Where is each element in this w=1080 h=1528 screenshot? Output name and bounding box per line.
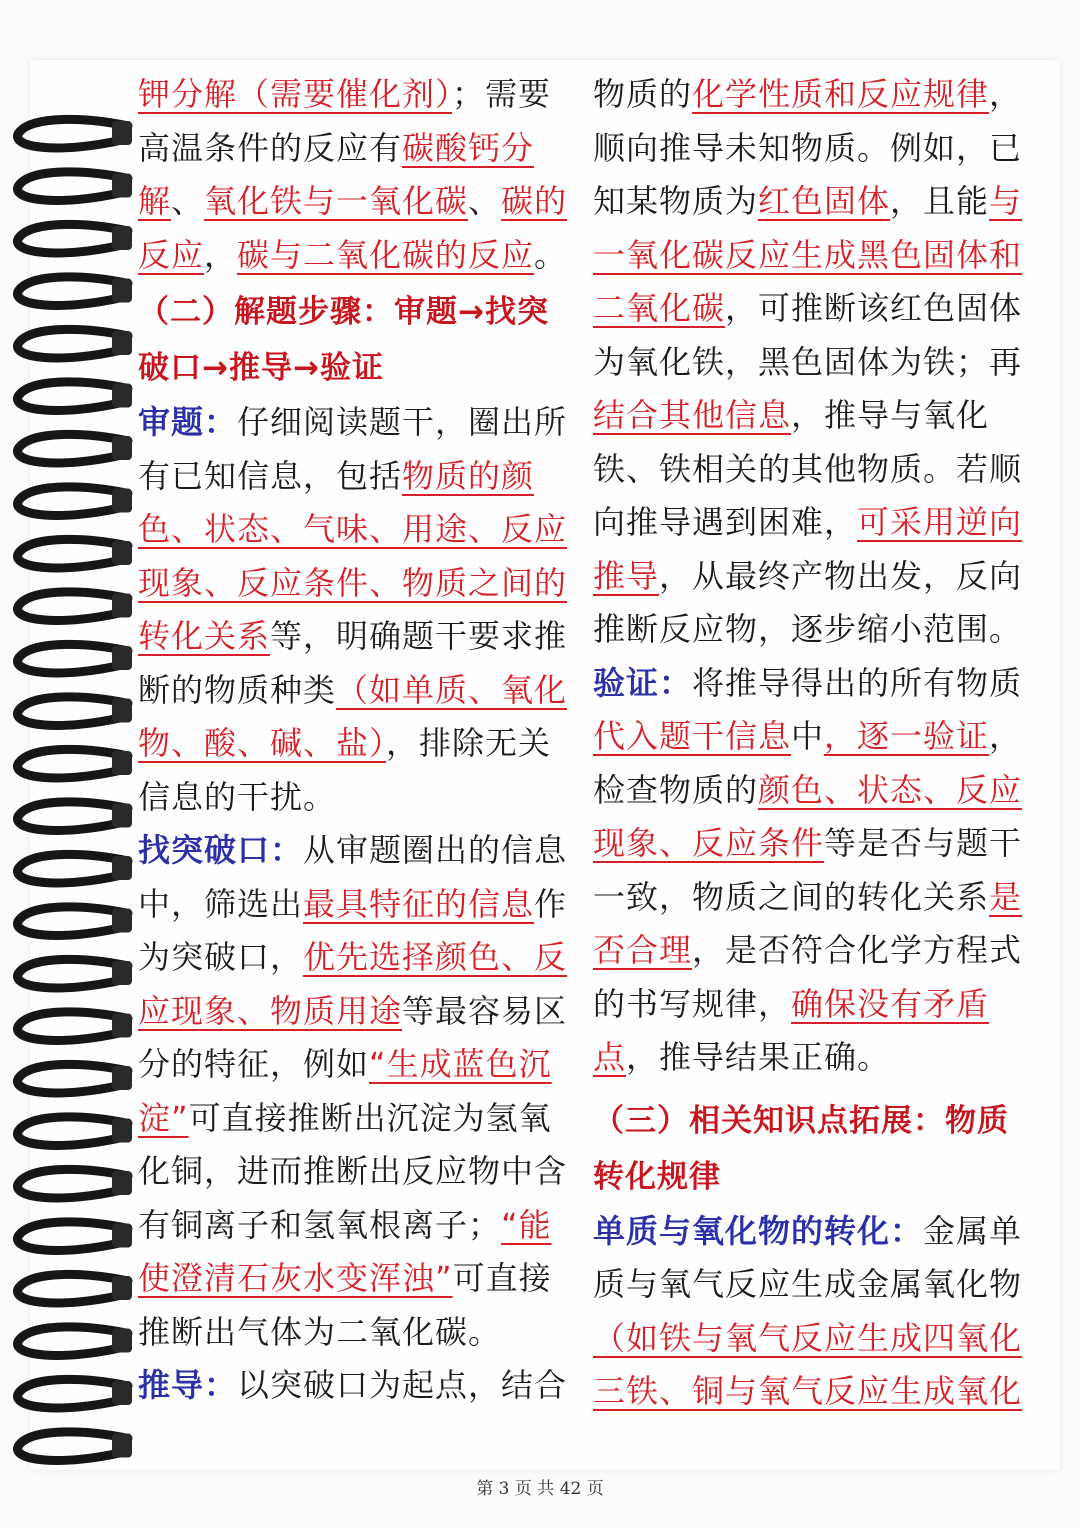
body-text: 、 [468,182,502,220]
paragraph-shenti [138,396,578,824]
body-text: 等最容易区分的特征，例如 [138,991,568,1083]
highlighted-text: 代入题干信息 [593,717,792,755]
highlighted-text: 是否合理 [593,877,1023,969]
body-text: 可直接推断出气体为二氧化碳。 [138,1259,552,1351]
paragraph-tupokou [138,824,578,1359]
body-text: 物质的 [593,75,693,113]
highlighted-text: 优先选择颜色、反应现象、物质用途 [138,938,568,1030]
highlighted-text: 结合其他信息 [593,396,792,434]
body-text: 仔细阅读题干，圈出所有已知信息，包括 [138,403,568,495]
body-text: 等是否与题干一致，物质之间的转化关系 [593,824,1023,916]
label-tupokou: 找突破口： [138,831,304,869]
highlighted-text: 可采用逆向推导 [593,503,1023,595]
body-text: 等，明确题干要求推断的物质种类 [138,617,568,709]
paragraph-reaction-conditions [138,68,578,282]
body-text: ，排除无关信息的干扰。 [138,724,552,816]
body-text: ，且能 [890,182,990,220]
highlighted-text: ，逐一验证 [824,717,990,755]
body-text: ，推导结果正确。 [626,1038,891,1076]
body-text: 将推导得出的所有物质 [692,663,1023,702]
body-text: ；需要高温条件的反应有 [138,75,552,167]
highlighted-text: 物质的颜色、状态、气味、用途、反应现象、反应条件、物质之间的转化关系 [138,456,568,655]
label-yanzheng: 验证： [593,663,693,702]
spiral-binding-icon [0,80,140,1480]
label-tuidao: 推导： [138,1366,238,1404]
paragraph-tuidao-continued [593,68,1023,657]
heading-solving-steps: （二）解题步骤：审题→找突破口→推导→验证 [138,294,549,386]
left-column [138,68,578,1413]
right-column [593,68,1023,1419]
highlighted-text: （如铁与氧气反应生成四氧化三铁、铜与氧气反应生成氧化 [593,1318,1023,1410]
highlighted-text: 确保没有矛盾点 [593,984,990,1076]
body-text: 作为突破口， [138,884,568,976]
highlighted-text: 碳酸钙分解 [138,128,535,220]
highlighted-text: 颜色、状态、反应现象、反应条件 [593,770,1023,862]
body-text: ，推导与氧化铁、铁相关的其他物质。若顺向推导遇到困难， [593,396,1023,541]
heading-knowledge-extension: （三）相关知识点拓展：物质转化规律 [593,1102,1009,1195]
body-text: 以突破口为起点，结合 [237,1366,568,1404]
highlighted-text: 碳与二氧化碳的反应 [237,235,535,274]
body-text: 。 [534,235,568,274]
highlighted-text: “能使澄清石灰水变浑浊” [138,1205,552,1297]
highlighted-text: 与一氧化碳反应生成黑色固体和二氧化碳 [593,182,1023,327]
highlighted-text: 氧化铁与一氧化碳 [204,182,469,220]
highlighted-text: 钾分解（需要催化剂） [138,75,453,113]
paragraph-danzhi [593,1205,1023,1419]
page-number: 第 3 页 共 42 页 [476,1479,604,1499]
body-text: 中 [791,717,825,755]
body-text: 可直接推断出沉淀为氢氧化铜，进而推断出反应物中含有铜离子和氢氧根离子； [138,1098,568,1244]
highlighted-text: 碳的反应 [138,182,568,274]
body-text: ，检查物质的 [593,717,1023,809]
highlighted-text: （如单质、氧化物、酸、碱、盐） [138,670,568,762]
body-text: ， [204,235,238,274]
highlighted-text: 最具特征的信息 [303,884,535,923]
body-text: ，顺向推导未知物质。例如，已知某物质为 [593,75,1023,220]
body-text: 金属单质与氧气反应生成金属氧化物 [593,1211,1023,1303]
highlighted-text: 化学性质和反应规律 [692,75,990,113]
label-danzhi: 单质与氧化物的转化： [593,1211,924,1250]
body-text: 从审题圈出的信息中，筛选出 [138,831,568,923]
body-text: 、 [171,182,205,220]
highlighted-text: “生成蓝色沉淀” [138,1045,552,1137]
body-text: ，是否符合化学方程式的书写规律， [593,931,1023,1023]
body-text: ，从最终产物出发，反向推断反应物，逐步缩小范围。 [593,556,1023,648]
highlighted-text: 红色固体 [758,182,891,220]
label-shenti: 审题： [138,403,238,441]
paragraph-yanzheng [593,657,1023,1085]
paragraph-tuidao [138,1359,578,1413]
body-text: ，可推断该红色固体为氧化铁，黑色固体为铁；再 [593,289,1023,381]
